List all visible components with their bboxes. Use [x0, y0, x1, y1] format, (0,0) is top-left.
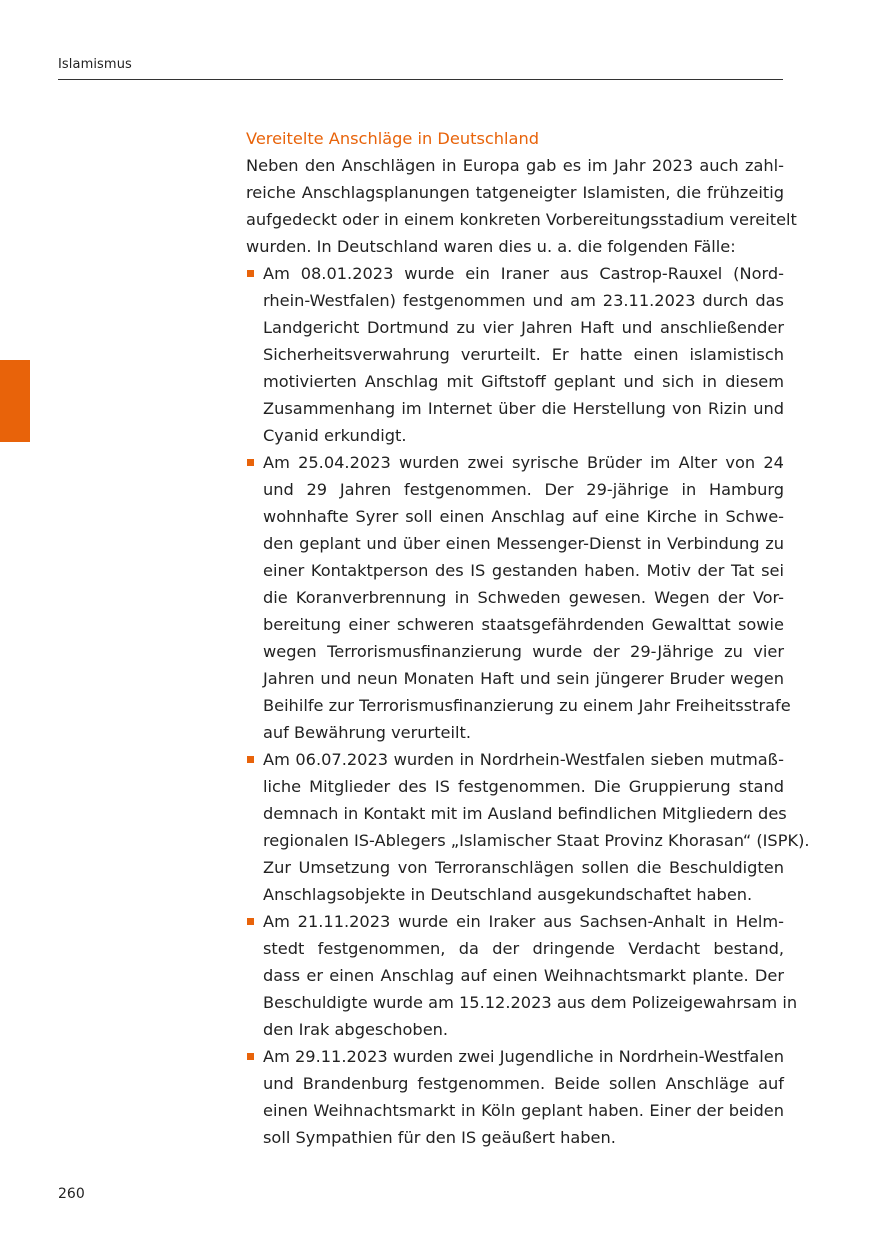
case-line: die Koranverbrennung in Schweden gewesen. Wegen der Vor-: [263, 588, 784, 607]
case-list: [246, 260, 810, 1151]
case-item: [246, 746, 810, 908]
case-line: wegen Terrorismusfinanzierung wurde der 29-Jährige zu vier: [263, 642, 784, 661]
chapter-marker-tab: [0, 360, 30, 442]
intro-paragraph: [246, 152, 797, 260]
case-line: wohnhafte Syrer soll einen Anschlag auf eine Kirche in Schwe-: [263, 507, 784, 526]
case-line: Zusammenhang im Internet über die Herstellung von Rizin und: [263, 399, 784, 418]
case-line: Jahren und neun Monaten Haft und sein jüngerer Bruder wegen: [263, 669, 784, 688]
case-line: Beihilfe zur Terrorismusfinanzierung zu einem Jahr Freiheitsstrafe: [263, 696, 791, 715]
case-line: Am 21.11.2023 wurde ein Iraker aus Sachsen-Anhalt in Helm-: [263, 912, 784, 931]
case-line: Cyanid erkundigt.: [263, 426, 407, 445]
main-content: [246, 125, 810, 1151]
square-bullet-icon: [247, 756, 254, 763]
case-line: Am 06.07.2023 wurden in Nordrhein-Westfalen sieben mutmaß-: [263, 750, 784, 769]
case-line: dass er einen Anschlag auf einen Weihnachtsmarkt plante. Der: [263, 966, 784, 985]
case-line: den Irak abgeschoben.: [263, 1020, 449, 1039]
case-line: demnach in Kontakt mit im Ausland befindlichen Mitgliedern des: [263, 804, 787, 823]
section-heading: Vereitelte Anschläge in Deutschland: [246, 129, 539, 148]
case-item: [246, 908, 798, 1043]
case-line: liche Mitglieder des IS festgenommen. Die Gruppierung stand: [263, 777, 784, 796]
square-bullet-icon: [247, 918, 254, 925]
case-item: [246, 449, 791, 746]
running-header: Islamismus: [58, 57, 132, 72]
case-line: motivierten Anschlag mit Giftstoff geplant und sich in diesem: [263, 372, 784, 391]
case-line: Am 08.01.2023 wurde ein Iraner aus Castrop-Rauxel (Nord-: [263, 264, 784, 283]
case-line: einen Weihnachtsmarkt in Köln geplant haben. Einer der beiden: [263, 1101, 784, 1120]
case-line: Beschuldigte wurde am 15.12.2023 aus dem Polizeigewahrsam in: [263, 993, 798, 1012]
case-line: rhein-Westfalen) festgenommen und am 23.11.2023 durch das: [263, 291, 784, 310]
case-line: einer Kontaktperson des IS gestanden haben. Motiv der Tat sei: [263, 561, 784, 580]
case-line: regionalen IS-Ablegers „Islamischer Staat Provinz Khorasan“ (ISPK).: [263, 831, 810, 850]
case-line: und Brandenburg festgenommen. Beide sollen Anschläge auf: [263, 1074, 784, 1093]
case-line: Am 25.04.2023 wurden zwei syrische Brüder im Alter von 24: [263, 453, 784, 472]
header-rule: [58, 79, 783, 80]
case-item: [246, 1043, 784, 1151]
case-line: Anschlagsobjekte in Deutschland ausgekundschaftet haben.: [263, 885, 753, 904]
case-line: stedt festgenommen, da der dringende Verdacht bestand,: [263, 939, 784, 958]
intro-line: wurden. In Deutschland waren dies u. a. die folgenden Fälle:: [246, 237, 736, 256]
square-bullet-icon: [247, 270, 254, 277]
case-line: bereitung einer schweren staatsgefährdenden Gewalttat sowie: [263, 615, 784, 634]
intro-line: aufgedeckt oder in einem konkreten Vorbereitungsstadium vereitelt: [246, 210, 797, 229]
case-line: auf Bewährung verurteilt.: [263, 723, 472, 742]
square-bullet-icon: [247, 1053, 254, 1060]
case-line: Landgericht Dortmund zu vier Jahren Haft und anschließender: [263, 318, 784, 337]
square-bullet-icon: [247, 459, 254, 466]
case-line: soll Sympathien für den IS geäußert haben.: [263, 1128, 616, 1147]
case-item: [246, 260, 784, 449]
case-line: Zur Umsetzung von Terroranschlägen sollen die Beschuldigten: [263, 858, 784, 877]
case-line: Am 29.11.2023 wurden zwei Jugendliche in Nordrhein-Westfalen: [263, 1047, 784, 1066]
case-line: und 29 Jahren festgenommen. Der 29-jährige in Hamburg: [263, 480, 784, 499]
case-line: den geplant und über einen Messenger-Dienst in Verbindung zu: [263, 534, 784, 553]
page-number: 260: [58, 1186, 85, 1202]
intro-line: reiche Anschlagsplanungen tatgeneigter Islamisten, die frühzeitig: [246, 183, 784, 202]
case-line: Sicherheitsverwahrung verurteilt. Er hatte einen islamistisch: [263, 345, 784, 364]
intro-line: Neben den Anschlägen in Europa gab es im Jahr 2023 auch zahl-: [246, 156, 784, 175]
